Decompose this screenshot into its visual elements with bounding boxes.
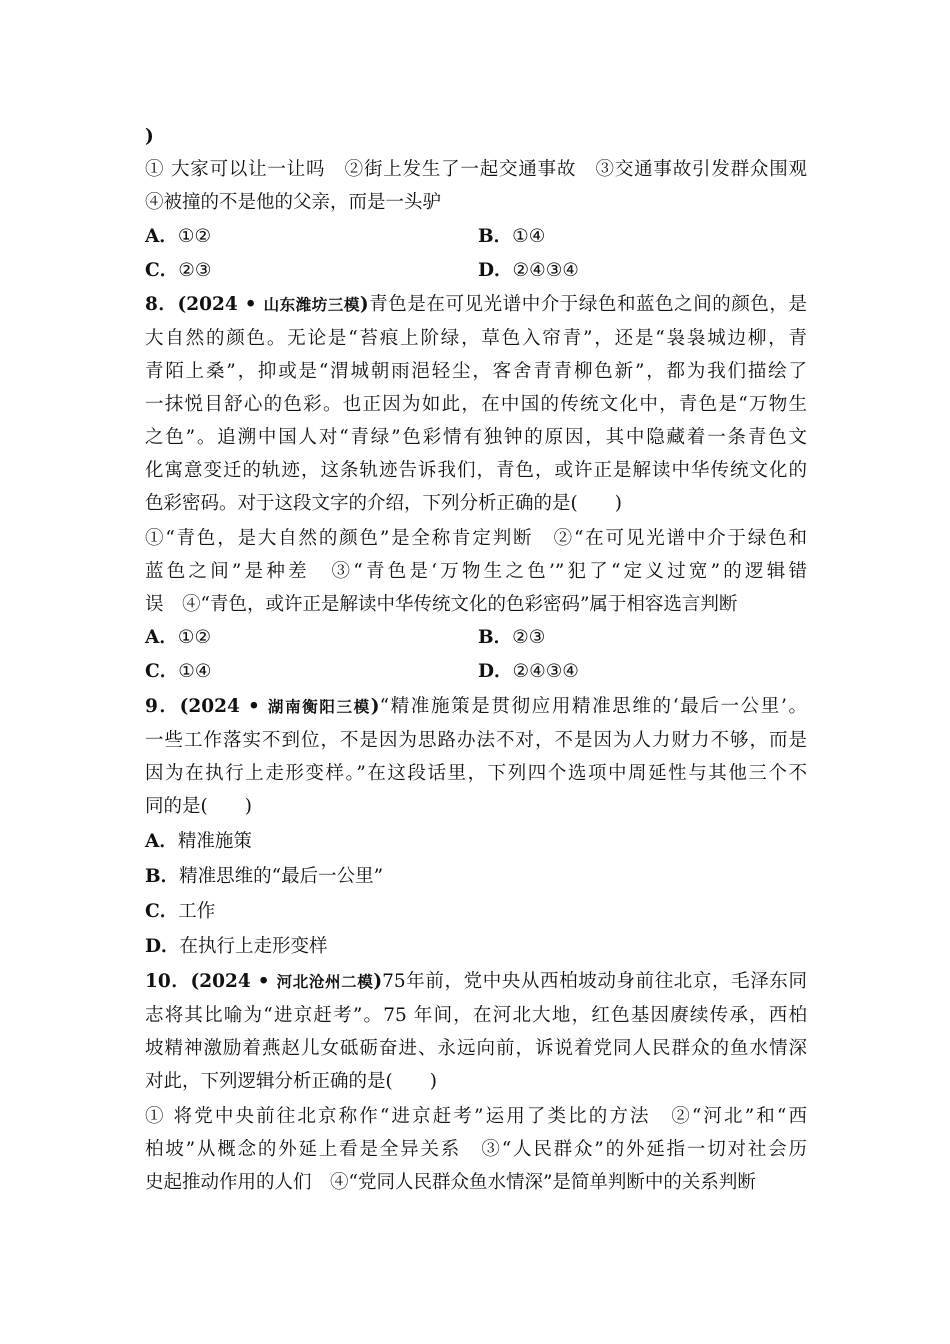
q8-option-c: C．①④: [145, 661, 212, 682]
q7-option-b: B．①④: [478, 226, 546, 247]
q10-text-line-4: 对此，下列逻辑分析正确的是( ): [145, 1071, 437, 1092]
question-9-header: 9．(2024 • 湖南衡阳三模)“精准施策是贯彻应用精准思维的‘最后一公里’。: [145, 696, 807, 717]
q8-statement-line-3: 误 ④“青色，或许正是解读中华传统文化的色彩密码”属于相容选言判断: [145, 594, 738, 615]
q8-option-d: D．②④③④: [478, 661, 579, 682]
q9-option-d: D．在执行上走形变样: [145, 936, 328, 957]
q8-text-line-7: 色彩密码。对于这段文字的介绍，下列分析正确的是( ): [145, 493, 622, 514]
q10-statement-line-3: 史起推动作用的人们 ④“党同人民群众鱼水情深”是简单判断中的关系判断: [145, 1172, 756, 1193]
q8-text-line-3: 青陌上桑”，抑或是“渭城朝雨浥轻尘，客舍青青柳色新”，都为我们描绘了: [145, 361, 807, 382]
q8-text-line-5: 之色”。追溯中国人对“青绿”色彩情有独钟的原因，其中隐藏着一条青色文: [145, 427, 807, 448]
q8-text-line-2: 大自然的颜色。无论是“苔痕上阶绿，草色入帘青”，还是“袅袅城边柳，青: [145, 328, 807, 349]
q9-option-b: B．精准思维的“最后一公里”: [145, 866, 384, 887]
q9-text-line-3: 因为在执行上走形变样。”在这段话里，下列四个选项中周延性与其他三个不: [145, 763, 807, 784]
q8-statement-line-2: 蓝色之间”是种差 ③“青色是‘万物生之色’”犯了“定义过宽”的逻辑错: [145, 561, 807, 582]
question-10-header: 10．(2024 • 河北沧州二模)75年前，党中央从西柏坡动身前往北京，毛泽东同: [145, 971, 807, 992]
q9-option-a: A．精准施策: [145, 831, 252, 852]
q9-text-line-2: 一些工作落实不到位，不是因为思路办法不对，不是因为人力财力不够，而是: [145, 730, 807, 751]
q8-option-a: A．①②: [145, 627, 212, 648]
q7-option-d: D．②④③④: [478, 260, 579, 281]
q10-text-line-2: 志将其比喻为“进京赶考”。75 年间，在河北大地，红色基因赓续传承，西柏: [145, 1005, 807, 1026]
question-8-header: 8．(2024 • 山东潍坊三模)青色是在可见光谱中介于绿色和蓝色之间的颜色，是: [145, 294, 807, 315]
q8-text-line-4: 一抹悦目舒心的色彩。也正因为如此，在中国的传统文化中，青色是“万物生: [145, 394, 807, 415]
q10-statement-line-2: 柏坡”从概念的外延上看是全异关系 ③“人民群众”的外延指一切对社会历: [145, 1139, 807, 1160]
q8-text-line-6: 化寓意变迁的轨迹，这条轨迹告诉我们，青色，或许正是解读中华传统文化的: [145, 460, 807, 481]
q10-text-line-3: 坡精神激励着燕赵儿女砥砺奋进、永远向前，诉说着党同人民群众的鱼水情深: [145, 1038, 807, 1059]
q7-option-c: C．②③: [145, 260, 212, 281]
q10-statement-line-1: ① 将党中央前往北京称作“进京赶考”运用了类比的方法 ②“河北”和“西: [145, 1106, 807, 1127]
question-7-tail: ): [145, 126, 154, 147]
q7-statement-line-1: ① 大家可以让一让吗 ②街上发生了一起交通事故 ③交通事故引发群众围观: [145, 159, 807, 180]
q8-option-b: B．②③: [478, 627, 546, 648]
q8-statement-line-1: ①“青色，是大自然的颜色”是全称肯定判断 ②“在可见光谱中介于绿色和: [145, 528, 807, 549]
q7-option-a: A．①②: [145, 226, 212, 247]
q9-text-line-4: 同的是( ): [145, 796, 252, 817]
q7-statement-line-2: ④被撞的不是他的父亲，而是一头驴: [145, 192, 442, 213]
q9-option-c: C．工作: [145, 901, 216, 922]
